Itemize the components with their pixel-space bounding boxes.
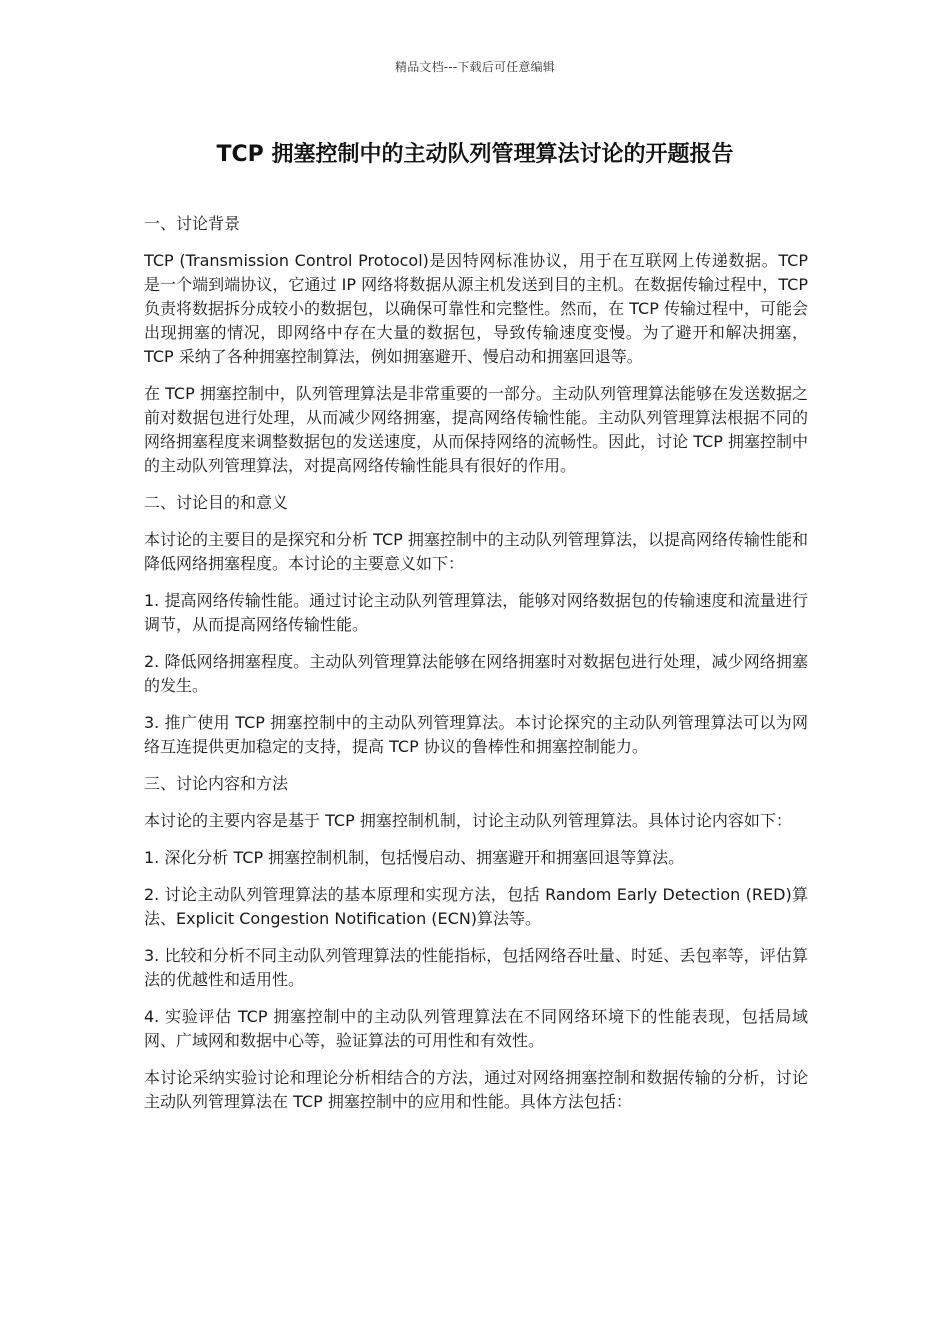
paragraph: 本讨论采纳实验讨论和理论分析相结合的方法，通过对网络拥塞控制和数据传输的分析，讨论主动队列管理算法在 TCP 拥塞控制中的应用和性能。具体方法包括： xyxy=(144,1068,808,1111)
list-item: 2. 降低网络拥塞程度。主动队列管理算法能够在网络拥塞时对数据包进行处理，减少网络拥塞的发生。 xyxy=(144,652,808,695)
list-item: 3. 推广使用 TCP 拥塞控制中的主动队列管理算法。本讨论探究的主动队列管理算法可以为网络互连提供更加稳定的支持，提高 TCP 协议的鲁棒性和拥塞控制能力。 xyxy=(144,713,808,756)
paragraph: TCP (Transmission Control Protocol)是因特网标准协议，用于在互联网上传递数据。TCP 是一个端到端协议，它通过 IP 网络将数据从源主机发送到目的主机。在数据传输过程中，TCP 负责将数据拆分成较小的数据包，以确保可靠性和完整性。然而，在 TCP 传输过程中，可能会出现拥塞的情况，即网络中存在大量的数据包，导致传输速度变慢。为了避开和解决拥塞，TCP 采纳了各种拥塞控制算法，例如拥塞避开、慢启动和拥塞回退等。 xyxy=(144,251,808,366)
section-heading-content-method: 三、讨论内容和方法 xyxy=(144,774,289,793)
paragraph: 本讨论的主要内容是基于 TCP 拥塞控制机制，讨论主动队列管理算法。具体讨论内容如下： xyxy=(144,811,792,830)
list-item: 1. 提高网络传输性能。通过讨论主动队列管理算法，能够对网络数据包的传输速度和流量进行调节，从而提高网络传输性能。 xyxy=(144,591,808,634)
section-heading-background: 一、讨论背景 xyxy=(144,214,241,233)
paragraph: 本讨论的主要目的是探究和分析 TCP 拥塞控制中的主动队列管理算法，以提高网络传输性能和降低网络拥塞程度。本讨论的主要意义如下： xyxy=(144,530,808,573)
page-header-watermark: 精品文档---下载后可任意编辑 xyxy=(395,60,555,74)
section-heading-purpose: 二、讨论目的和意义 xyxy=(144,493,289,512)
document-title: TCP 拥塞控制中的主动队列管理算法讨论的开题报告 xyxy=(216,142,734,167)
paragraph: 在 TCP 拥塞控制中，队列管理算法是非常重要的一部分。主动队列管理算法能够在发送数据之前对数据包进行处理，从而减少网络拥塞，提高网络传输性能。主动队列管理算法根据不同的网络拥塞程度来调整数据包的发送速度，从而保持网络的流畅性。因此，讨论 TCP 拥塞控制中的主动队列管理算法，对提高网络传输性能具有很好的作用。 xyxy=(144,384,808,475)
list-item: 4. 实验评估 TCP 拥塞控制中的主动队列管理算法在不同网络环境下的性能表现，包括局域网、广域网和数据中心等，验证算法的可用性和有效性。 xyxy=(144,1007,808,1050)
list-item: 3. 比较和分析不同主动队列管理算法的性能指标，包括网络吞吐量、时延、丢包率等，评估算法的优越性和适用性。 xyxy=(144,946,808,989)
list-item: 2. 讨论主动队列管理算法的基本原理和实现方法，包括 Random Early Detection (RED)算法、Explicit Congestion Notification (ECN)算法等。 xyxy=(144,885,808,928)
document-body xyxy=(144,212,808,1127)
list-item: 1. 深化分析 TCP 拥塞控制机制，包括慢启动、拥塞避开和拥塞回退等算法。 xyxy=(144,848,685,867)
